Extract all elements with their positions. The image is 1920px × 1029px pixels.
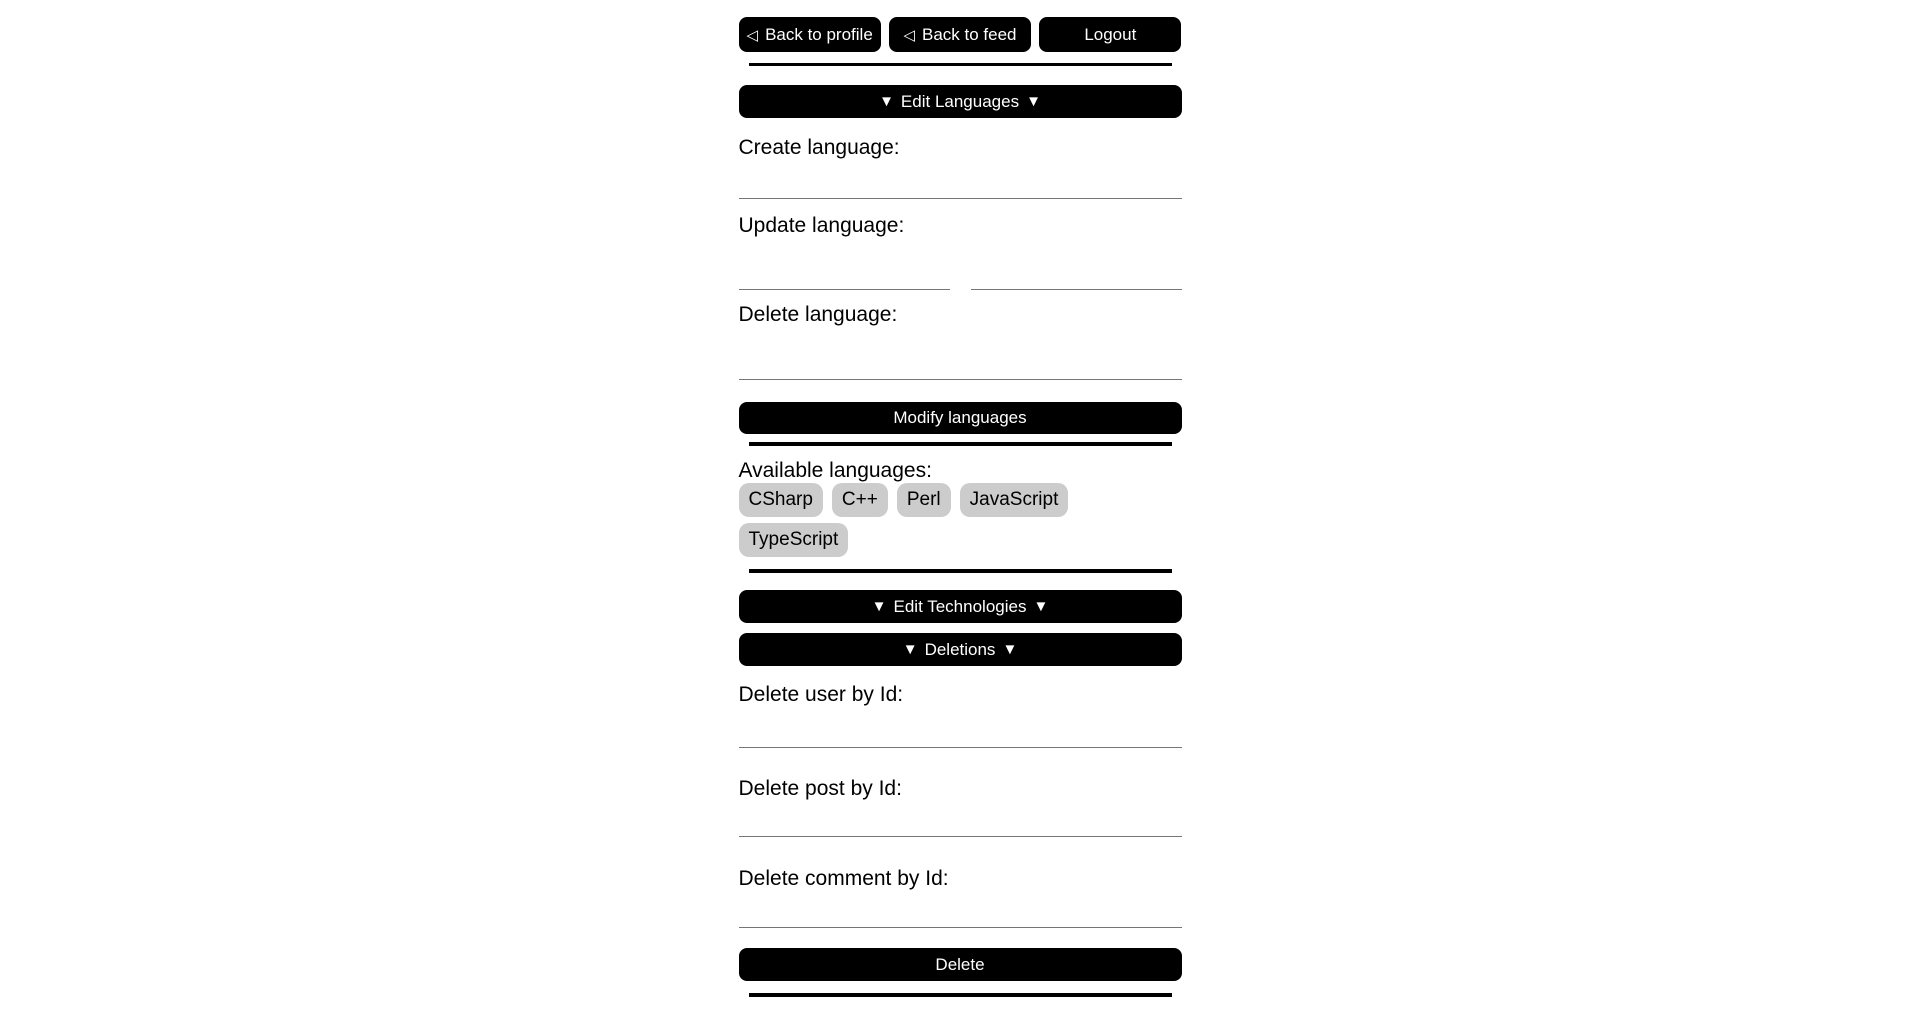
language-chip: C++ — [832, 483, 888, 517]
delete-submit-label: Delete — [935, 954, 985, 974]
section-divider — [749, 569, 1172, 573]
delete-post-label: Delete post by Id: — [738, 777, 902, 800]
back-to-feed-label: Back to feed — [922, 24, 1017, 44]
admin-panel — [739, 17, 1182, 997]
available-languages-list — [739, 483, 1169, 557]
language-chip: JavaScript — [960, 483, 1069, 517]
edit-technologies-label: Edit Technologies — [893, 596, 1027, 616]
back-to-profile-button[interactable] — [739, 17, 881, 52]
delete-post-id-input[interactable] — [739, 801, 1182, 837]
edit-technologies-toggle[interactable] — [739, 590, 1182, 623]
edit-languages-label: Edit Languages — [900, 91, 1020, 111]
deletions-toggle[interactable] — [739, 633, 1182, 666]
delete-user-id-input[interactable] — [739, 708, 1182, 748]
delete-comment-id-input[interactable] — [739, 891, 1182, 928]
delete-language-input[interactable] — [739, 341, 1182, 380]
language-chip: CSharp — [739, 483, 823, 517]
triangle-down-icon: ▼ — [879, 93, 894, 110]
topbar — [739, 17, 1182, 52]
create-language-label: Create language: — [738, 136, 900, 159]
deletions-label: Deletions — [924, 639, 996, 659]
edit-languages-toggle[interactable] — [739, 85, 1182, 118]
logout-label: Logout — [1084, 24, 1137, 44]
delete-language-label: Delete language: — [738, 303, 898, 326]
language-chip: TypeScript — [739, 523, 849, 557]
update-language-input-2[interactable] — [971, 251, 1182, 290]
back-to-feed-button[interactable] — [889, 17, 1031, 52]
section-divider — [749, 63, 1172, 66]
modify-languages-label: Modify languages — [893, 408, 1027, 427]
section-divider — [749, 993, 1172, 997]
back-to-profile-label: Back to profile — [765, 24, 873, 44]
triangle-left-icon: ◁ — [903, 26, 915, 44]
triangle-left-icon: ◁ — [746, 26, 759, 44]
triangle-down-icon: ▼ — [902, 641, 918, 658]
update-language-inputs — [739, 251, 1182, 290]
triangle-down-icon: ▼ — [1026, 93, 1041, 110]
triangle-down-icon: ▼ — [1033, 598, 1049, 615]
delete-comment-label: Delete comment by Id: — [738, 867, 949, 890]
logout-button[interactable] — [1039, 17, 1181, 52]
delete-submit-button[interactable] — [739, 948, 1182, 981]
delete-user-label: Delete user by Id: — [738, 683, 904, 706]
triangle-down-icon: ▼ — [1002, 641, 1018, 658]
triangle-down-icon: ▼ — [871, 598, 887, 615]
language-chip: Perl — [897, 483, 951, 517]
section-divider — [749, 442, 1172, 446]
modify-languages-button[interactable] — [739, 402, 1182, 434]
update-language-input-1[interactable] — [739, 251, 950, 290]
create-language-input[interactable] — [739, 160, 1182, 199]
update-language-label: Update language: — [738, 214, 905, 237]
available-languages-label: Available languages: — [738, 459, 932, 482]
